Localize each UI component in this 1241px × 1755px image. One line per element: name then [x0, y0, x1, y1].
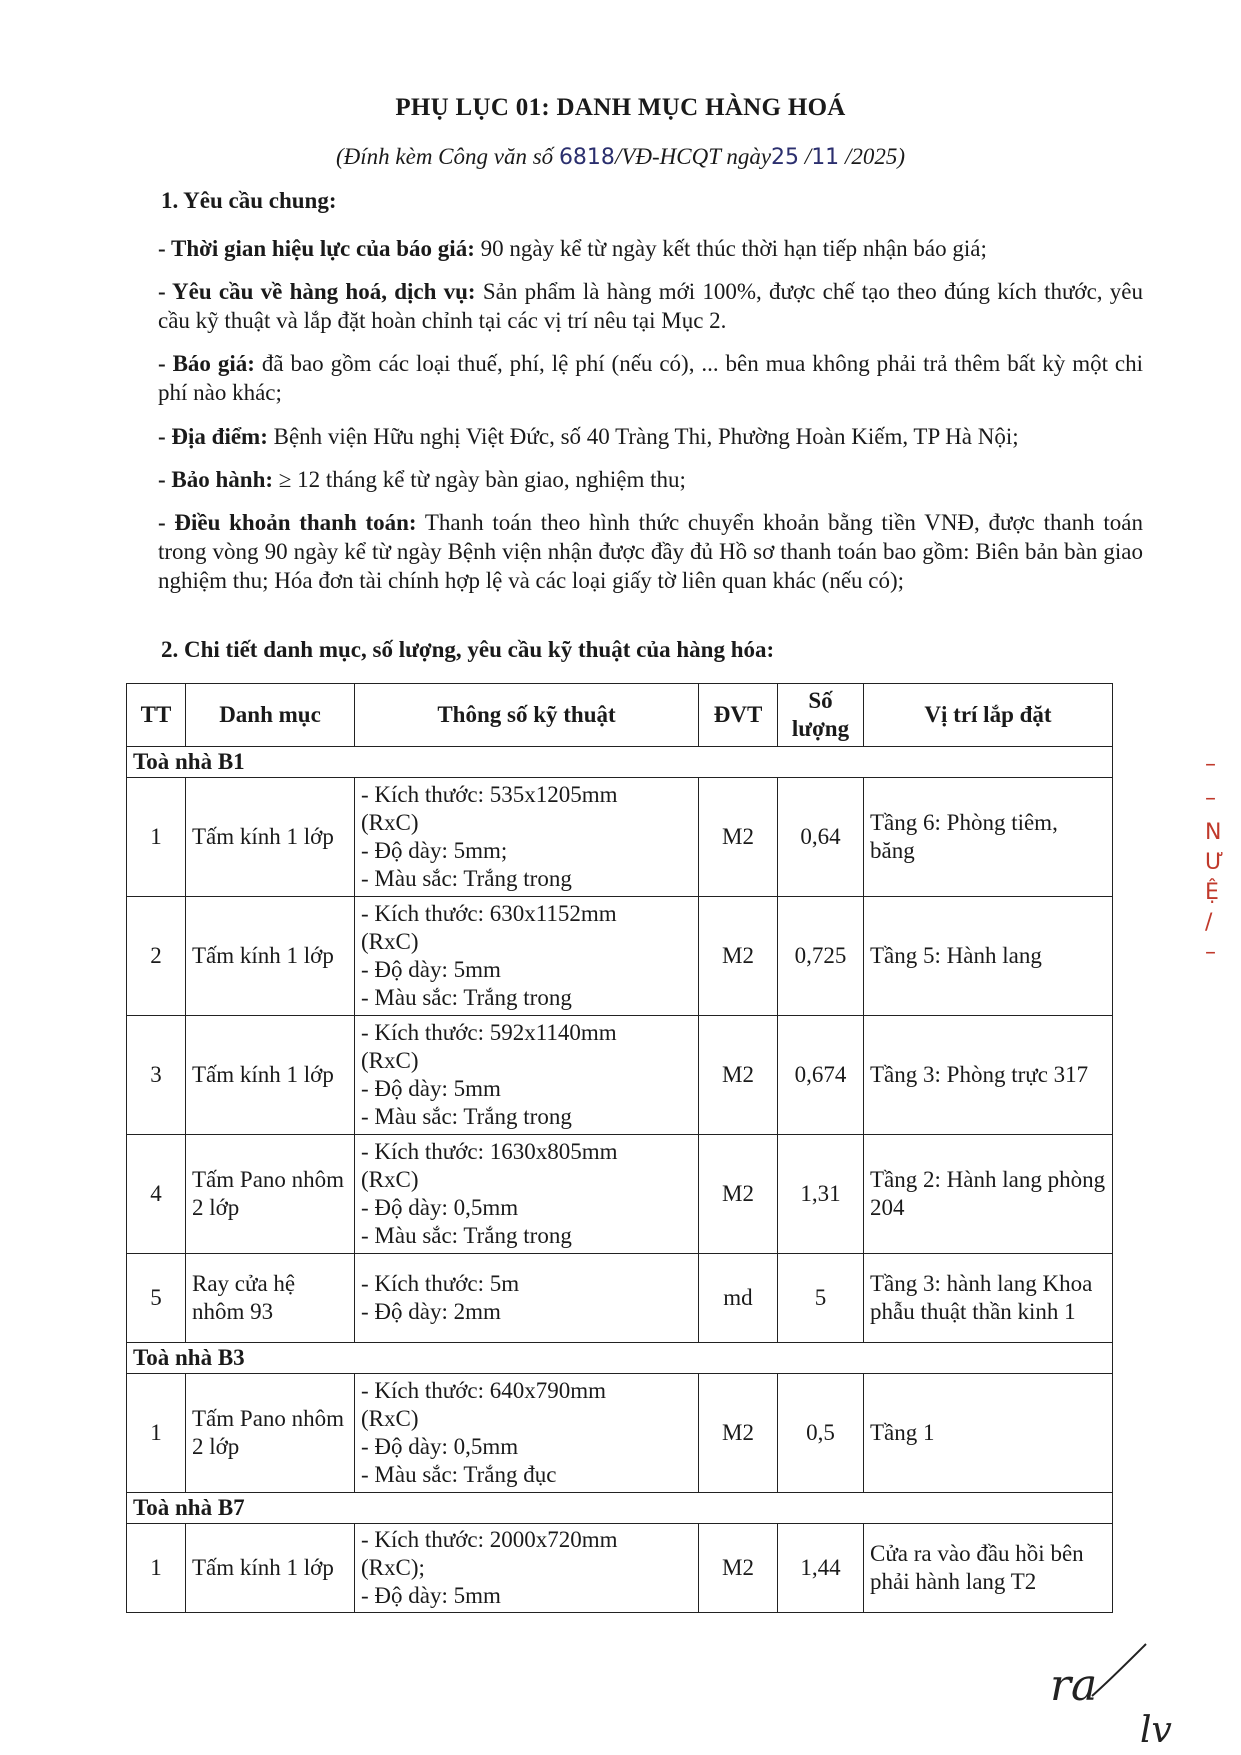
signature-mark: lv: [1140, 1710, 1172, 1751]
cell-qty: 0,5: [778, 1374, 864, 1493]
requirement-goods: - Yêu cầu về hàng hoá, dịch vụ: Sản phẩm là hàng mới 100%, được chế tạo theo đúng kích thước, yêu cầu kỹ thuật và lắp đặt hoàn chỉnh tại các vị trí nêu tại Mục 2.: [158, 279, 1143, 333]
cell-location: Tầng 3: Phòng trực 317: [864, 1016, 1113, 1135]
cell-spec: [355, 1135, 699, 1254]
spec-line: - Độ dày: 5mm: [361, 1076, 501, 1101]
cell-qty: 0,674: [778, 1016, 864, 1135]
cell-qty: 1,31: [778, 1135, 864, 1254]
spec-line: (RxC);: [361, 1555, 425, 1580]
cell-spec: [355, 1016, 699, 1135]
spec-line: - Màu sắc: Trắng trong: [361, 866, 572, 891]
cell-location: Tầng 3: hành lang Khoa phẫu thuật thần kinh 1: [864, 1254, 1113, 1343]
cell-unit: M2: [699, 1374, 778, 1493]
spec-line: - Màu sắc: Trắng trong: [361, 1104, 572, 1129]
goods-table: [126, 683, 1113, 1613]
cell-unit: md: [699, 1254, 778, 1343]
spec-line: - Màu sắc: Trắng trong: [361, 985, 572, 1010]
table-row: [127, 1254, 1113, 1343]
spec-line: - Độ dày: 5mm: [361, 1583, 501, 1608]
cell-name: Tấm Pano nhôm 2 lớp: [186, 1374, 355, 1493]
handwritten-day: 25: [771, 145, 800, 170]
section-1-heading: 1. Yêu cầu chung:: [161, 188, 337, 213]
handwritten-month: 11: [811, 145, 840, 170]
cell-qty: 0,725: [778, 897, 864, 1016]
handwritten-doc-number: 6818: [558, 145, 615, 170]
header-qty: Số lượng: [778, 684, 864, 747]
spec-line: - Kích thước: 630x1152mm: [361, 901, 617, 926]
cell-name: Tấm kính 1 lớp: [186, 1524, 355, 1613]
cell-tt: 1: [127, 778, 186, 897]
cell-unit: M2: [699, 1135, 778, 1254]
requirement-warranty: - Bảo hành: ≥ 12 tháng kể từ ngày bàn giao, nghiệm thu;: [158, 467, 686, 492]
cell-spec: [355, 1254, 699, 1343]
spec-line: - Màu sắc: Trắng đục: [361, 1462, 557, 1487]
cell-name: Tấm kính 1 lớp: [186, 778, 355, 897]
spec-line: (RxC): [361, 929, 419, 954]
group-row: [127, 747, 1113, 778]
group-title: Toà nhà B1: [127, 747, 1113, 778]
cell-tt: 4: [127, 1135, 186, 1254]
spec-line: - Kích thước: 1630x805mm: [361, 1139, 618, 1164]
spec-line: - Độ dày: 5mm;: [361, 838, 508, 863]
table-header-row: [127, 684, 1113, 747]
subtitle-suffix: /2025): [839, 144, 905, 169]
subtitle-sep: /: [799, 144, 812, 169]
cell-tt: 5: [127, 1254, 186, 1343]
cell-tt: 1: [127, 1524, 186, 1613]
spec-line: (RxC): [361, 1048, 419, 1073]
cell-tt: 1: [127, 1374, 186, 1493]
cell-qty: 1,44: [778, 1524, 864, 1613]
cell-qty: 0,64: [778, 778, 864, 897]
group-title: Toà nhà B7: [127, 1493, 1113, 1524]
page-title: PHỤ LỤC 01: DANH MỤC HÀNG HOÁ: [395, 94, 846, 121]
requirement-quote: - Báo giá: đã bao gồm các loại thuế, phí, lệ phí (nếu có), ... bên mua không phải trả thêm bất kỳ một chi phí nào khác;: [158, 351, 1143, 405]
page-subtitle: [0, 144, 1241, 170]
table-row: [127, 1135, 1113, 1254]
table-row: [127, 778, 1113, 897]
cell-location: Cửa ra vào đầu hồi bên phải hành lang T2: [864, 1524, 1113, 1613]
spec-line: - Kích thước: 5m: [361, 1271, 520, 1296]
table-row: [127, 897, 1113, 1016]
margin-stamp-fragment: – – N Ư Ệ / –: [1205, 752, 1224, 965]
cell-name: Tấm kính 1 lớp: [186, 1016, 355, 1135]
cell-unit: M2: [699, 1524, 778, 1613]
cell-unit: M2: [699, 778, 778, 897]
cell-spec: [355, 897, 699, 1016]
requirement-location: - Địa điểm: Bệnh viện Hữu nghị Việt Đức, số 40 Tràng Thi, Phường Hoàn Kiếm, TP Hà Nội;: [158, 424, 1019, 449]
cell-location: Tầng 1: [864, 1374, 1113, 1493]
cell-location: Tầng 2: Hành lang phòng 204: [864, 1135, 1113, 1254]
spec-line: (RxC): [361, 810, 419, 835]
group-row: [127, 1343, 1113, 1374]
spec-line: (RxC): [361, 1167, 419, 1192]
spec-line: - Kích thước: 640x790mm: [361, 1378, 607, 1403]
spec-line: - Độ dày: 5mm: [361, 957, 501, 982]
signature-stroke: [1090, 1640, 1150, 1700]
table-row: [127, 1524, 1113, 1613]
cell-location: Tầng 6: Phòng tiêm, băng: [864, 778, 1113, 897]
header-spec: Thông số kỹ thuật: [355, 684, 699, 747]
header-unit: ĐVT: [699, 684, 778, 747]
cell-unit: M2: [699, 897, 778, 1016]
cell-location: Tầng 5: Hành lang: [864, 897, 1113, 1016]
spec-line: - Màu sắc: Trắng trong: [361, 1223, 572, 1248]
cell-unit: M2: [699, 1016, 778, 1135]
cell-name: Tấm kính 1 lớp: [186, 897, 355, 1016]
requirement-payment: - Điều khoản thanh toán: Thanh toán theo hình thức chuyển khoản bằng tiền VNĐ, được thanh toán trong vòng 90 ngày kể từ ngày Bệnh viện nhận được đầy đủ Hồ sơ thanh toán bao gồm: Biên bản bàn giao nghiệm thu; Hóa đơn tài chính hợp lệ và các loại giấy tờ liên quan khác (nếu có);: [158, 510, 1143, 593]
spec-line: - Độ dày: 2mm: [361, 1299, 501, 1324]
cell-name: Tấm Pano nhôm 2 lớp: [186, 1135, 355, 1254]
subtitle-middle: /VĐ-HCQT ngày: [614, 144, 772, 169]
group-title: Toà nhà B3: [127, 1343, 1113, 1374]
signature-initials: ra: [1050, 1660, 1098, 1711]
cell-tt: 2: [127, 897, 186, 1016]
cell-name: Ray cửa hệ nhôm 93: [186, 1254, 355, 1343]
group-row: [127, 1493, 1113, 1524]
cell-qty: 5: [778, 1254, 864, 1343]
requirement-validity: - Thời gian hiệu lực của báo giá: 90 ngày kể từ ngày kết thúc thời hạn tiếp nhận báo giá;: [158, 236, 987, 261]
spec-line: (RxC): [361, 1406, 419, 1431]
spec-line: - Kích thước: 592x1140mm: [361, 1020, 617, 1045]
table-row: [127, 1374, 1113, 1493]
table-row: [127, 1016, 1113, 1135]
cell-spec: [355, 1374, 699, 1493]
spec-line: - Kích thước: 535x1205mm: [361, 782, 618, 807]
header-location: Vị trí lắp đặt: [864, 684, 1113, 747]
subtitle-prefix: (Đính kèm Công văn số: [336, 144, 559, 169]
section-2-heading: 2. Chi tiết danh mục, số lượng, yêu cầu kỹ thuật của hàng hóa:: [161, 637, 775, 662]
spec-line: - Độ dày: 0,5mm: [361, 1434, 519, 1459]
cell-spec: [355, 1524, 699, 1613]
cell-spec: [355, 778, 699, 897]
spec-line: - Kích thước: 2000x720mm: [361, 1527, 618, 1552]
header-tt: TT: [127, 684, 186, 747]
cell-tt: 3: [127, 1016, 186, 1135]
spec-line: - Độ dày: 0,5mm: [361, 1195, 519, 1220]
header-name: Danh mục: [186, 684, 355, 747]
